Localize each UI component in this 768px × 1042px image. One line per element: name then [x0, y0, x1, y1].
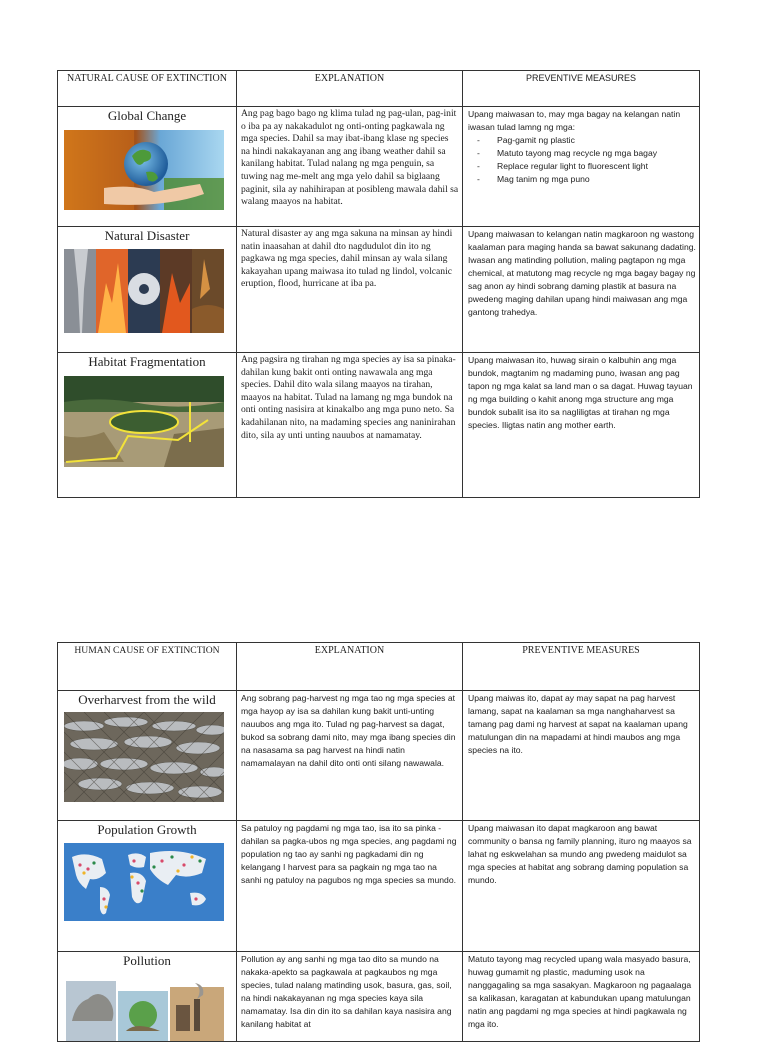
explanation-cell — [237, 952, 463, 1042]
table-header-row — [58, 643, 700, 691]
cause-cell — [58, 691, 237, 821]
list-item: - Pag-gamit ng plastic — [477, 134, 699, 147]
prevention-cell — [463, 107, 700, 227]
prevention-text: Upang maiwasan ito, huwag sirain o kalbuhin ang mga bundok, magtanim ng madaming puno, iwasan ang pag tapon ng mga kalat sa land man o sa dagat. Huwag tayuan ng mga building o kahit anong mga structure ang mga bundok subalit isa ito sa nagliligtas at tirahan ng mga species. Iligtas natin ang mother earth. — [468, 355, 693, 430]
explanation-text: Ang pag bago bago ng klima tulad ng pag-ulan, pag-init o iba pa ay nakakadulot ng onti-onting pagkawala ng mga species. Dahil sa may ibat-ibang klase ng species na hindi nakakayanan ang ang ibang weather dahil sa kanilang habitat. Tulad nalang ng mga penguin, sa tuwing nag me-melt ang mga yelo dahil sa biglaang paginit, sila ay nahihirapan at posibleng mawala dahil sa walang maayos na habitat. — [241, 108, 459, 208]
cause-title: Global Change — [107, 108, 187, 123]
header-human-cause: HUMAN CAUSE OF EXTINCTION — [58, 643, 237, 691]
cause-cell — [58, 821, 237, 952]
table-row — [58, 107, 700, 227]
cause-title: Natural Disaster — [104, 228, 190, 243]
header-explanation: EXPLANATION — [237, 643, 463, 691]
prevention-cell — [463, 821, 700, 952]
table-row — [58, 691, 700, 821]
explanation-cell — [237, 227, 463, 353]
prevention-intro: Upang maiwasan to, may mga bagay na kelangan natin iwasan tulad lamng ng mga: — [468, 109, 681, 132]
header-preventive-measures: PREVENTIVE MEASURES — [463, 643, 700, 691]
explanation-text: Ang sobrang pag-harvest ng mga tao ng mga species at mga hayop ay isa sa dahilan kung bakit unti-unting nauubos ang mga ito. Tulad ng pag-harvest sa dagat, bukod sa sobrang dami nito, may mga ibang species din na nasasama sa pag harvest na hindi natin namamalayan na dahil dito onti onti silang nawawala. — [241, 693, 456, 768]
explanation-text: Sa patuloy ng pagdami ng mga tao, isa ito sa pinka -dahilan sa pagka-ubos ng mga species, ang pagdami ng population ng tao ay sanhi ng pagkadami din ng kelangang I harvest para sa pagkain ng mga tao na sanhi ng patuloy na pagubos ng mga species sa mundo. — [241, 823, 457, 885]
header-explanation: EXPLANATION — [237, 71, 463, 107]
table-row — [58, 821, 700, 952]
prevention-text: Upang maiwas ito, dapat ay may sapat na pag harvest lamang, sapat na kaalaman sa mga nanghaharvest sa tamang pag dami ng harvest at sapat na kaalaman upang matulungan din na mapadami at hindi maubos ang mga species na ito. — [468, 693, 688, 755]
cause-title: Overharvest from the wild — [78, 692, 216, 707]
cause-cell — [58, 227, 237, 353]
header-natural-cause: NATURAL CAUSE OF EXTINCTION — [58, 71, 237, 107]
human-causes-table — [57, 642, 700, 1042]
explanation-cell — [237, 353, 463, 498]
fish-in-net-image — [64, 712, 224, 802]
explanation-cell — [237, 107, 463, 227]
cause-cell — [58, 107, 237, 227]
list-item: - Matuto tayong mag recycle ng mga bagay — [477, 147, 699, 160]
hands-holding-globe-image — [64, 130, 224, 210]
fragmented-forest-aerial-image — [64, 376, 224, 467]
prevention-cell — [463, 691, 700, 821]
prevention-cell — [463, 952, 700, 1042]
cause-cell — [58, 952, 237, 1042]
header-preventive-measures: PREVENTIVE MEASURES — [463, 71, 700, 107]
cause-title: Population Growth — [97, 822, 197, 837]
table-row — [58, 952, 700, 1042]
prevention-cell — [463, 227, 700, 353]
cause-title: Habitat Fragmentation — [88, 354, 206, 369]
list-item: - Mag tanim ng mga puno — [477, 173, 699, 186]
explanation-text: Natural disaster ay ang mga sakuna na minsan ay hindi natin inaasahan at dahil dto nagdudulot din ito ng pagkawa ng mga species, dahil minsan ay wala silang kakayahan upang maiwasa ito tulad ng lindol, volcanic eruption, flood, hurricane at iba pa. — [241, 228, 453, 290]
table-header-row — [58, 71, 700, 107]
pollution-collage-image — [66, 981, 224, 1041]
natural-disasters-collage-image — [64, 249, 224, 333]
cause-cell — [58, 353, 237, 498]
explanation-text: Ang pagsira ng tirahan ng mga species ay isa sa pinaka-dahilan kung bakit onti onting nawawala ang mga species. Dahil dito wala silang maayos na tirahan, maayos na habitat. Tulad na lamang ng mga bundok na onti onting nasisira at kinakalbo ang mga puno neto. Sa kadahilanan nito, na madaming species ang naninirahan dito, sila ay unti unting nauubos at namamatay. — [241, 354, 456, 441]
cause-title: Pollution — [123, 953, 171, 968]
prevention-text: Matuto tayong mag recycled upang wala masyado basura, huwag gumamit ng plastic, maduming usok na nanggagaling sa mga sasakyan. Magkaroon ng pagaalaga sa kalikasan, karagatan at kabundukan upang matulungan natin ang pagdami ng mga species at hindi pagkawala ng mga ito. — [468, 954, 692, 1029]
prevention-cell — [463, 353, 700, 498]
explanation-cell — [237, 821, 463, 952]
prevention-list — [463, 134, 699, 186]
natural-causes-table — [57, 70, 700, 498]
explanation-cell — [237, 691, 463, 821]
list-item: - Replace regular light to fluorescent light — [477, 160, 699, 173]
explanation-text: Pollution ay ang sanhi ng mga tao dito sa mundo na nakaka-apekto sa pagkawala at pagkaubos ng mga species, tulad nalang matinding usok, basura, gas, soil, na hindi nakakayanan ng mga species kaya sila namamatay. Isa din din ito sa dahilan kaya nasisira ang kanilang habitat at — [241, 954, 452, 1029]
world-map-people-image — [64, 843, 224, 921]
prevention-text: Upang maiwasan to kelangan natin magkaroon ng wastong kaalaman para maging handa sa bawat sakunang dadating. Iwasan ang matinding pollution, maling pagtapon ng mga chemical, at matutong mag recycle ng mga bagay bagay ng sag anon ay hindi sobrang daming plastik at basura na pwedeng maging dahilan upang hindi maiwasan ang mga gantong trahedya. — [468, 229, 696, 317]
table-row — [58, 227, 700, 353]
table-row — [58, 353, 700, 498]
prevention-text: Upang maiwasan ito dapat magkaroon ang bawat community o bansa ng family planning, ituro ng maayos sa lahat ng eskwelahan sa mundo ang pwedeng maidulot sa mga species at habitat ang sobrang daming population sa mundo. — [468, 823, 692, 885]
